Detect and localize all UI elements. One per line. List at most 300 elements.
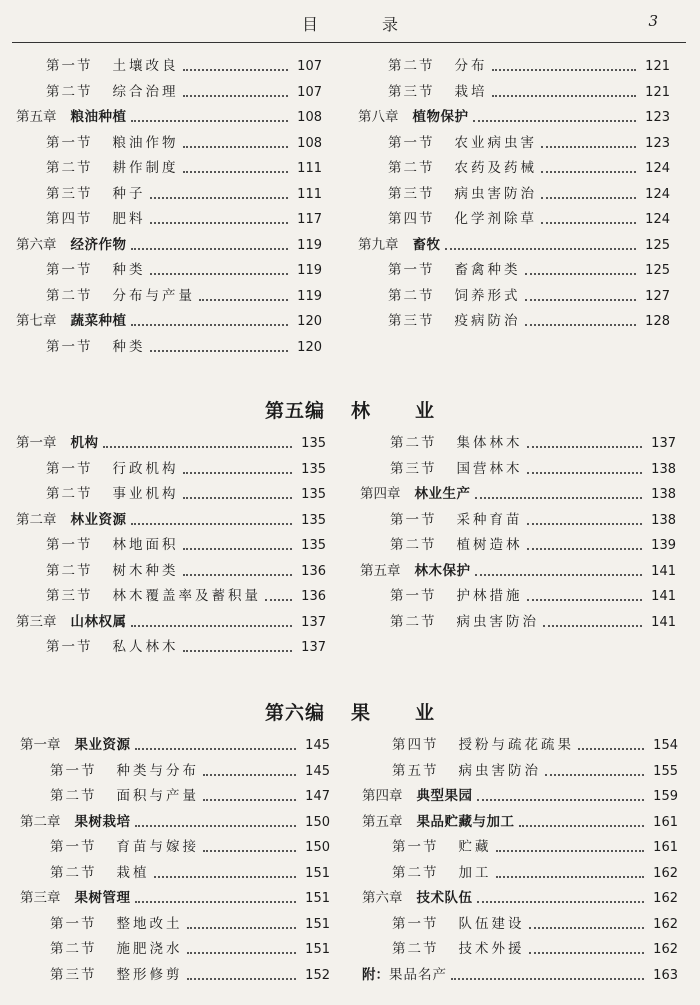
- toc-entry-label: 第二节: [388, 287, 435, 304]
- toc-entry-title: 粮油作物: [112, 134, 179, 151]
- toc-section-entry: [362, 733, 678, 759]
- toc-dot-leader: [183, 547, 293, 550]
- toc-dot-leader: [527, 522, 643, 525]
- toc-dot-leader: [545, 773, 644, 776]
- toc-entry-title: 授粉与疏花疏果: [458, 737, 574, 753]
- toc-section-entry: [16, 335, 322, 361]
- toc-page-number: 137: [301, 614, 326, 630]
- toc-entry-title: 畜牧: [412, 236, 441, 253]
- toc-page-number: 125: [645, 263, 670, 278]
- toc-section-entry: [16, 207, 322, 233]
- toc-section-entry: [358, 309, 670, 335]
- toc-page-number: 151: [305, 891, 330, 906]
- toc-entry-title: 树木种类: [112, 562, 179, 579]
- toc-page-number: 139: [651, 538, 676, 553]
- toc-entry-title: 肥料: [112, 211, 146, 227]
- toc-chapter-entry: [358, 233, 670, 259]
- toc-section-entry: [16, 559, 326, 585]
- toc-appendix-entry: [362, 963, 678, 989]
- toc-page-number: 155: [653, 763, 678, 779]
- toc-page-number: 151: [305, 942, 330, 957]
- toc-dot-leader: [527, 598, 643, 601]
- toc-entry-label: 第三节: [46, 588, 93, 604]
- toc-entry-label: 第一节: [46, 58, 93, 74]
- part-title-second-char: 业: [415, 400, 436, 422]
- toc-page-number: 141: [651, 563, 676, 579]
- toc-entry-label: 第三节: [388, 185, 435, 202]
- toc-entry-title: 果树管理: [74, 890, 131, 906]
- toc-dot-leader: [203, 798, 296, 801]
- toc-page-number: 135: [301, 512, 326, 528]
- toc-entry-title: 粮油种植: [70, 109, 127, 125]
- toc-page-number: 123: [645, 110, 670, 125]
- toc-entry-title: 畜禽种类: [454, 262, 521, 278]
- toc-entry-title: 私人林木: [112, 639, 179, 655]
- toc-entry-label: 第三节: [388, 83, 435, 100]
- toc-entry-title: 山林权属: [70, 613, 127, 630]
- toc-page-number: 108: [297, 135, 322, 151]
- toc-dot-leader: [150, 221, 289, 224]
- toc-section-entry: [20, 912, 330, 938]
- toc-chapter-entry: [16, 610, 326, 636]
- toc-entry-label: 第六章: [362, 890, 403, 906]
- toc-section-entry: [16, 80, 322, 106]
- toc-section-entry: [16, 457, 326, 483]
- toc-page-number: 150: [305, 840, 330, 855]
- toc-dot-leader: [492, 94, 637, 97]
- toc-section-entry: [358, 80, 670, 106]
- toc-page-number: 147: [305, 789, 330, 804]
- toc-dot-leader: [183, 170, 289, 173]
- toc-dot-leader: [529, 926, 645, 929]
- toc-dot-leader: [131, 522, 293, 525]
- toc-page-number: 145: [305, 763, 330, 779]
- toc-entry-label: 第二节: [50, 864, 97, 881]
- toc-page-number: 124: [645, 212, 670, 227]
- toc-entry-title: 育苗与嫁接: [116, 839, 199, 855]
- part-title-first-char: 果: [350, 702, 371, 724]
- toc-page-number: 141: [651, 614, 676, 630]
- toc-column-block2-left: [16, 431, 326, 661]
- toc-entry-label: 第二章: [20, 813, 61, 830]
- toc-entry-label: 第一节: [50, 762, 97, 779]
- toc-section-entry: [362, 912, 678, 938]
- toc-entry-title: 植物保护: [412, 109, 469, 125]
- toc-dot-leader: [265, 598, 292, 601]
- toc-entry-title: 国营林木: [456, 460, 523, 477]
- toc-page-number: 123: [645, 135, 670, 151]
- header-title: 目 录: [301, 15, 422, 34]
- toc-entry-label: 第一章: [20, 737, 61, 753]
- toc-page-number: 119: [297, 263, 322, 278]
- toc-entry-title: 技术队伍: [416, 890, 473, 906]
- toc-section-entry: [16, 482, 326, 508]
- toc-page-number: 161: [653, 814, 678, 830]
- toc-entry-title: 分布: [454, 58, 488, 74]
- toc-dot-leader: [496, 875, 645, 878]
- toc-entry-label: 第四节: [388, 211, 435, 227]
- toc-chapter-entry: [362, 810, 678, 836]
- toc-chapter-entry: [360, 559, 676, 585]
- toc-entry-label: 第三节: [50, 966, 97, 983]
- toc-entry-label: 第三节: [390, 460, 437, 477]
- toc-section-entry: [362, 937, 678, 963]
- toc-section-entry: [358, 207, 670, 233]
- toc-entry-title: 加工: [458, 864, 492, 881]
- toc-entry-label: 附：: [362, 966, 389, 983]
- toc-entry-title: 栽培: [454, 83, 488, 100]
- toc-dot-leader: [525, 323, 637, 326]
- toc-chapter-entry: [16, 309, 322, 335]
- toc-entry-label: 第一节: [392, 839, 439, 855]
- toc-entry-label: 第三节: [388, 313, 435, 329]
- toc-section-entry: [358, 54, 670, 80]
- toc-dot-leader: [492, 68, 637, 71]
- part-heading-fruit: [0, 698, 700, 725]
- toc-section-entry: [362, 835, 678, 861]
- toc-page-number: 108: [297, 110, 322, 125]
- toc-entry-title: 疫病防治: [454, 313, 521, 329]
- toc-section-entry: [362, 759, 678, 785]
- toc-section-entry: [358, 182, 670, 208]
- toc-entry-title: 果树栽培: [74, 813, 131, 830]
- toc-dot-leader: [183, 68, 289, 71]
- toc-dot-leader: [445, 247, 637, 250]
- part-title-first-char: 林: [350, 400, 371, 422]
- toc-entry-title: 耕作制度: [112, 160, 179, 176]
- toc-entry-label: 第三章: [16, 613, 57, 630]
- toc-entry-label: 第一节: [46, 262, 93, 278]
- toc-section-entry: [16, 258, 322, 284]
- toc-entry-title: 病虫害防治: [456, 613, 539, 630]
- toc-entry-title: 化学剂除草: [454, 211, 537, 227]
- toc-dot-leader: [135, 747, 297, 750]
- toc-dot-leader: [527, 547, 643, 550]
- toc-dot-leader: [150, 349, 289, 352]
- toc-entry-label: 第二节: [46, 287, 93, 304]
- toc-section-entry: [358, 284, 670, 310]
- toc-entry-title: 病虫害防治: [458, 762, 541, 779]
- toc-page-number: 136: [301, 563, 326, 579]
- toc-chapter-entry: [362, 886, 678, 912]
- toc-section-entry: [362, 861, 678, 887]
- toc-entry-title: 林地面积: [112, 537, 179, 553]
- toc-page-number: 125: [645, 237, 670, 253]
- toc-dot-leader: [541, 221, 636, 224]
- toc-page-number: 121: [645, 59, 670, 74]
- toc-entry-label: 第二节: [390, 435, 437, 451]
- toc-page-number: 128: [645, 314, 670, 329]
- toc-dot-leader: [150, 272, 289, 275]
- toc-entry-title: 综合治理: [112, 83, 179, 100]
- toc-chapter-entry: [360, 482, 676, 508]
- toc-chapter-entry: [16, 105, 322, 131]
- toc-dot-leader: [187, 977, 297, 980]
- toc-entry-title: 果业资源: [74, 737, 131, 753]
- toc-section-entry: [16, 584, 326, 610]
- toc-page-number: 135: [301, 487, 326, 502]
- toc-dot-leader: [187, 951, 297, 954]
- toc-entry-title: 施肥浇水: [116, 941, 183, 957]
- toc-section-entry: [360, 533, 676, 559]
- toc-entry-title: 典型果园: [416, 788, 473, 804]
- toc-page-number: 154: [653, 738, 678, 753]
- toc-dot-leader: [131, 247, 289, 250]
- toc-page-number: 138: [651, 487, 676, 502]
- toc-dot-leader: [135, 900, 297, 903]
- toc-page-number: 159: [653, 789, 678, 804]
- toc-entry-title: 果品贮藏与加工: [416, 813, 515, 830]
- toc-dot-leader: [541, 145, 636, 148]
- header-page-number: 3: [648, 12, 658, 30]
- toc-page-number: 138: [651, 461, 676, 477]
- toc-dot-leader: [475, 573, 643, 576]
- toc-entry-title: 种子: [112, 185, 146, 202]
- toc-page-number: 120: [297, 314, 322, 329]
- toc-page-number: 151: [305, 865, 330, 881]
- toc-page-number: 150: [305, 814, 330, 830]
- toc-entry-title: 林木保护: [414, 562, 471, 579]
- toc-column-block1-left: [16, 54, 322, 360]
- toc-chapter-entry: [20, 733, 330, 759]
- toc-page-number: 162: [653, 916, 678, 932]
- toc-dot-leader: [183, 145, 289, 148]
- toc-page-number: 152: [305, 967, 330, 983]
- toc-dot-leader: [519, 824, 645, 827]
- toc-entry-title: 栽植: [116, 864, 150, 881]
- toc-page-number: 137: [301, 640, 326, 655]
- toc-section-entry: [20, 937, 330, 963]
- toc-entry-label: 第二节: [390, 613, 437, 630]
- toc-entry-title: 集体林木: [456, 435, 523, 451]
- toc-entry-label: 第二节: [46, 562, 93, 579]
- toc-section-entry: [360, 584, 676, 610]
- toc-entry-label: 第一章: [16, 435, 57, 451]
- toc-page-number: 162: [653, 891, 678, 906]
- toc-dot-leader: [527, 445, 643, 448]
- toc-entry-title: 行政机构: [112, 460, 179, 477]
- toc-entry-label: 第九章: [358, 236, 399, 253]
- toc-entry-title: 农药及药械: [454, 160, 537, 176]
- toc-dot-leader: [543, 624, 642, 627]
- toc-entry-title: 种类与分布: [116, 762, 199, 779]
- toc-entry-title: 队伍建设: [458, 915, 525, 932]
- toc-entry-title: 林木覆盖率及蓄积量: [112, 588, 261, 604]
- toc-entry-title: 经济作物: [70, 236, 127, 253]
- header-rule: [12, 42, 686, 43]
- toc-page-number: 135: [301, 538, 326, 553]
- toc-section-entry: [360, 457, 676, 483]
- toc-entry-label: 第一节: [50, 915, 97, 932]
- toc-page-number: 107: [297, 84, 322, 100]
- toc-page-number: 127: [645, 288, 670, 304]
- toc-page-number: 111: [297, 161, 322, 176]
- toc-page-number: 124: [645, 161, 670, 176]
- toc-section-entry: [20, 759, 330, 785]
- toc-entry-title: 种类: [112, 262, 146, 278]
- toc-entry-label: 第二节: [50, 941, 97, 957]
- toc-entry-title: 林业资源: [70, 511, 127, 528]
- toc-entry-title: 整地改土: [116, 915, 183, 932]
- toc-column-block2-right: [360, 431, 676, 635]
- toc-page-number: 145: [305, 738, 330, 753]
- toc-section-entry: [358, 131, 670, 157]
- part-label: 第六编: [264, 702, 325, 724]
- toc-chapter-entry: [16, 431, 326, 457]
- toc-section-entry: [16, 182, 322, 208]
- toc-entry-label: 第一节: [46, 537, 93, 553]
- toc-dot-leader: [473, 119, 637, 122]
- toc-dot-leader: [183, 649, 293, 652]
- toc-dot-leader: [578, 747, 644, 750]
- toc-page-number: 111: [297, 186, 322, 202]
- toc-dot-leader: [475, 496, 643, 499]
- toc-entry-label: 第五章: [16, 109, 57, 125]
- toc-dot-leader: [451, 977, 644, 980]
- toc-entry-title: 机构: [70, 435, 99, 451]
- toc-entry-label: 第一节: [46, 639, 93, 655]
- toc-section-entry: [360, 508, 676, 534]
- toc-entry-label: 第一节: [388, 134, 435, 151]
- toc-dot-leader: [183, 94, 289, 97]
- toc-entry-title: 果品名产: [389, 966, 447, 983]
- toc-entry-title: 农业病虫害: [454, 134, 537, 151]
- toc-entry-label: 第一节: [388, 262, 435, 278]
- toc-dot-leader: [150, 196, 289, 199]
- toc-column-block3-left: [20, 733, 330, 988]
- toc-entry-label: 第二节: [390, 537, 437, 553]
- toc-entry-title: 分布与产量: [112, 287, 195, 304]
- toc-dot-leader: [199, 298, 288, 301]
- part-heading-forestry: [0, 396, 700, 423]
- toc-section-entry: [360, 431, 676, 457]
- toc-entry-title: 土壤改良: [112, 58, 179, 74]
- toc-entry-label: 第一节: [390, 511, 437, 528]
- toc-entry-label: 第二节: [46, 83, 93, 100]
- toc-entry-label: 第四章: [362, 788, 403, 804]
- toc-dot-leader: [203, 773, 296, 776]
- toc-dot-leader: [187, 926, 297, 929]
- toc-page-number: 120: [297, 339, 322, 355]
- toc-chapter-entry: [20, 886, 330, 912]
- toc-dot-leader: [477, 798, 645, 801]
- toc-section-entry: [16, 156, 322, 182]
- toc-entry-title: 技术外援: [458, 941, 525, 957]
- toc-page-number: 162: [653, 942, 678, 957]
- toc-entry-label: 第二章: [16, 511, 57, 528]
- toc-section-entry: [16, 284, 322, 310]
- toc-chapter-entry: [362, 784, 678, 810]
- toc-page-number: 161: [653, 840, 678, 855]
- toc-section-entry: [20, 784, 330, 810]
- toc-page-number: 135: [301, 461, 326, 477]
- toc-entry-label: 第五章: [360, 562, 401, 579]
- toc-entry-label: 第五章: [362, 813, 403, 830]
- toc-entry-label: 第二节: [46, 486, 93, 502]
- toc-entry-label: 第四章: [360, 486, 401, 502]
- toc-entry-label: 第七章: [16, 313, 57, 329]
- toc-column-block3-right: [362, 733, 678, 988]
- toc-dot-leader: [131, 624, 293, 627]
- toc-entry-label: 第三章: [20, 890, 61, 906]
- toc-dot-leader: [131, 323, 289, 326]
- toc-page-number: 117: [297, 212, 322, 227]
- toc-column-block1-right: [358, 54, 670, 335]
- toc-entry-label: 第一节: [46, 134, 93, 151]
- toc-dot-leader: [525, 272, 637, 275]
- toc-dot-leader: [203, 849, 296, 852]
- toc-section-entry: [16, 533, 326, 559]
- toc-entry-label: 第二节: [392, 864, 439, 881]
- toc-entry-label: 第二节: [50, 788, 97, 804]
- toc-entry-title: 林业生产: [414, 486, 471, 502]
- toc-chapter-entry: [20, 810, 330, 836]
- toc-entry-label: 第四节: [392, 737, 439, 753]
- toc-section-entry: [20, 861, 330, 887]
- toc-entry-title: 饲养形式: [454, 287, 521, 304]
- toc-entry-title: 病虫害防治: [454, 185, 537, 202]
- toc-entry-label: 第五节: [392, 762, 439, 779]
- toc-entry-label: 第二节: [46, 160, 93, 176]
- toc-dot-leader: [541, 196, 636, 199]
- toc-entry-title: 种类: [112, 338, 146, 355]
- toc-entry-label: 第八章: [358, 109, 399, 125]
- toc-dot-leader: [477, 900, 645, 903]
- toc-entry-label: 第三节: [46, 185, 93, 202]
- toc-entry-title: 护林措施: [456, 588, 523, 604]
- toc-entry-label: 第六章: [16, 236, 57, 253]
- toc-entry-title: 贮藏: [458, 839, 492, 855]
- toc-entry-title: 事业机构: [112, 486, 179, 502]
- toc-dot-leader: [103, 445, 293, 448]
- toc-dot-leader: [183, 573, 293, 576]
- toc-section-entry: [16, 54, 322, 80]
- toc-entry-title: 面积与产量: [116, 788, 199, 804]
- toc-page-number: 135: [301, 436, 326, 451]
- part-label: 第五编: [264, 400, 325, 422]
- part-title-second-char: 业: [415, 702, 436, 724]
- toc-page-number: 141: [651, 589, 676, 604]
- toc-page-number: 163: [653, 967, 678, 983]
- toc-dot-leader: [541, 170, 636, 173]
- toc-entry-title: 植树造林: [456, 537, 523, 553]
- toc-page-number: 138: [651, 512, 676, 528]
- toc-dot-leader: [154, 875, 297, 878]
- toc-section-entry: [16, 131, 322, 157]
- toc-page-number: 137: [651, 436, 676, 451]
- toc-dot-leader: [131, 119, 289, 122]
- page-header: [0, 0, 700, 44]
- toc-dot-leader: [183, 471, 293, 474]
- toc-entry-label: 第二节: [392, 941, 439, 957]
- toc-chapter-entry: [16, 508, 326, 534]
- toc-entry-label: 第四节: [46, 211, 93, 227]
- toc-chapter-entry: [16, 233, 322, 259]
- toc-section-entry: [360, 610, 676, 636]
- toc-entry-label: 第二节: [388, 58, 435, 74]
- toc-entry-title: 采种育苗: [456, 511, 523, 528]
- toc-entry-label: 第一节: [50, 839, 97, 855]
- toc-dot-leader: [496, 849, 645, 852]
- toc-dot-leader: [529, 951, 645, 954]
- toc-entry-title: 蔬菜种植: [70, 313, 127, 329]
- toc-page-number: 119: [297, 288, 322, 304]
- toc-page-number: 124: [645, 186, 670, 202]
- toc-entry-title: 整形修剪: [116, 966, 183, 983]
- toc-page-number: 136: [301, 589, 326, 604]
- toc-chapter-entry: [358, 105, 670, 131]
- toc-page-number: 121: [645, 84, 670, 100]
